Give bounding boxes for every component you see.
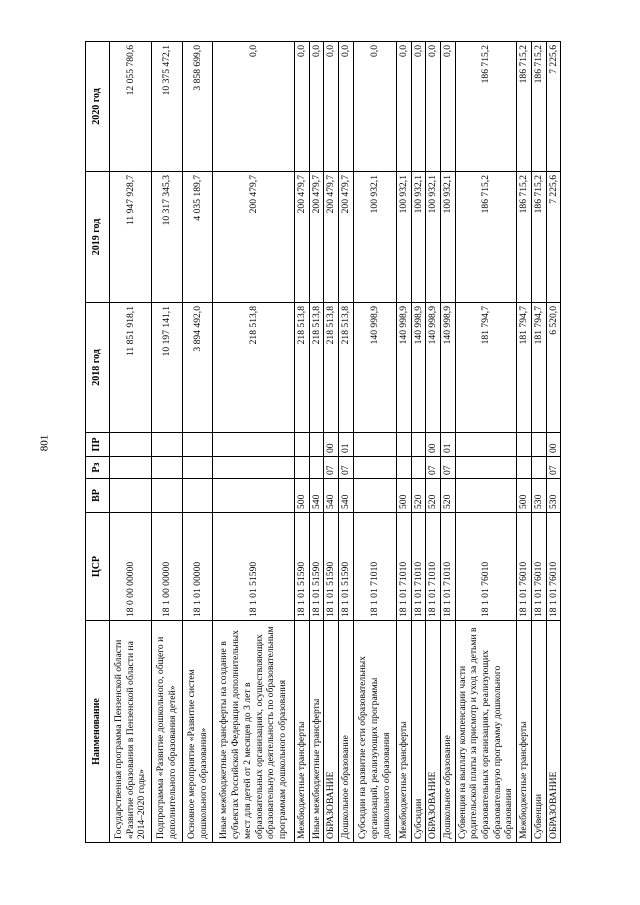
header-2019: 2019 год bbox=[86, 172, 110, 303]
cell-2020: 0,0 bbox=[324, 42, 339, 172]
cell-csr: 18 1 01 76010 bbox=[455, 513, 517, 621]
cell-2019: 200 479,7 bbox=[339, 172, 354, 303]
cell-pr bbox=[411, 433, 426, 457]
cell-2020: 0,0 bbox=[440, 42, 455, 172]
cell-2020: 0,0 bbox=[353, 42, 396, 172]
cell-2020: 0,0 bbox=[396, 42, 411, 172]
cell-pr bbox=[531, 433, 546, 457]
cell-csr: 18 1 01 76010 bbox=[546, 513, 561, 621]
cell-name: ОБРАЗОВАНИЕ bbox=[324, 621, 339, 843]
cell-vr: 500 bbox=[295, 479, 310, 513]
cell-name: Государственная программа Пензенской области «Развитие образования в Пензенской области на 2014–2020 годы» bbox=[110, 621, 152, 843]
table-row bbox=[183, 42, 213, 843]
cell-name: Межбюджетные трансферты bbox=[295, 621, 310, 843]
cell-csr: 18 1 01 51590 bbox=[324, 513, 339, 621]
cell-2018: 218 513,8 bbox=[213, 303, 295, 433]
budget-table bbox=[85, 41, 561, 843]
cell-2020: 0,0 bbox=[213, 42, 295, 172]
header-vr: ВР bbox=[86, 479, 110, 513]
cell-2020: 186 715,2 bbox=[455, 42, 517, 172]
cell-2018: 218 513,8 bbox=[309, 303, 324, 433]
table-row bbox=[110, 42, 152, 843]
cell-name: Иные межбюджетные трансферты bbox=[309, 621, 324, 843]
cell-2019: 11 947 928,7 bbox=[110, 172, 152, 303]
cell-vr: 540 bbox=[309, 479, 324, 513]
cell-pr: 01 bbox=[339, 433, 354, 457]
cell-2020: 0,0 bbox=[411, 42, 426, 172]
cell-pr bbox=[152, 433, 183, 457]
cell-vr: 520 bbox=[440, 479, 455, 513]
cell-2020: 3 858 699,0 bbox=[183, 42, 213, 172]
cell-vr: 540 bbox=[339, 479, 354, 513]
cell-rz: 07 bbox=[339, 457, 354, 479]
cell-2018: 181 794,7 bbox=[531, 303, 546, 433]
cell-2019: 4 035 189,7 bbox=[183, 172, 213, 303]
cell-csr: 18 1 01 71010 bbox=[426, 513, 441, 621]
cell-rz bbox=[183, 457, 213, 479]
cell-name: Межбюджетные трансферты bbox=[517, 621, 532, 843]
cell-2019: 100 932,1 bbox=[353, 172, 396, 303]
cell-name: Межбюджетные трансферты bbox=[396, 621, 411, 843]
cell-2019: 186 715,2 bbox=[455, 172, 517, 303]
cell-2018: 3 894 492,0 bbox=[183, 303, 213, 433]
rotated-table-container bbox=[85, 42, 563, 843]
cell-csr: 18 1 01 51590 bbox=[295, 513, 310, 621]
cell-vr: 520 bbox=[426, 479, 441, 513]
cell-2018: 11 851 918,1 bbox=[110, 303, 152, 433]
table-body bbox=[110, 42, 561, 843]
cell-2019: 100 932,1 bbox=[426, 172, 441, 303]
header-pr: ПР bbox=[86, 433, 110, 457]
cell-vr bbox=[152, 479, 183, 513]
cell-csr: 18 1 00 00000 bbox=[152, 513, 183, 621]
cell-name: ОБРАЗОВАНИЕ bbox=[426, 621, 441, 843]
header-2018: 2018 год bbox=[86, 303, 110, 433]
cell-vr: 500 bbox=[517, 479, 532, 513]
cell-2019: 100 932,1 bbox=[396, 172, 411, 303]
cell-2020: 7 225,6 bbox=[546, 42, 561, 172]
table-row bbox=[152, 42, 183, 843]
cell-name: Дошкольное образование bbox=[440, 621, 455, 843]
cell-vr: 520 bbox=[411, 479, 426, 513]
cell-rz: 07 bbox=[426, 457, 441, 479]
header-rz: Рз bbox=[86, 457, 110, 479]
cell-name: Субсидии bbox=[411, 621, 426, 843]
cell-rz bbox=[411, 457, 426, 479]
cell-vr: 500 bbox=[396, 479, 411, 513]
cell-csr: 18 1 01 76010 bbox=[517, 513, 532, 621]
table-row bbox=[440, 42, 455, 843]
cell-rz: 07 bbox=[324, 457, 339, 479]
cell-pr bbox=[295, 433, 310, 457]
cell-csr: 18 0 00 00000 bbox=[110, 513, 152, 621]
table-row bbox=[396, 42, 411, 843]
cell-pr: 00 bbox=[546, 433, 561, 457]
table-row bbox=[339, 42, 354, 843]
cell-vr bbox=[455, 479, 517, 513]
cell-pr: 00 bbox=[324, 433, 339, 457]
cell-2020: 12 055 780,6 bbox=[110, 42, 152, 172]
cell-2018: 140 998,9 bbox=[396, 303, 411, 433]
cell-name: Подпрограмма «Развитие дошкольного, общего и дополнительного образования детей» bbox=[152, 621, 183, 843]
cell-2019: 100 932,1 bbox=[411, 172, 426, 303]
cell-csr: 18 1 01 51590 bbox=[339, 513, 354, 621]
table-header-row bbox=[86, 42, 110, 843]
cell-rz: 07 bbox=[440, 457, 455, 479]
cell-csr: 18 1 01 71010 bbox=[353, 513, 396, 621]
cell-name: Дошкольное образование bbox=[339, 621, 354, 843]
table-row bbox=[426, 42, 441, 843]
cell-2018: 6 520,0 bbox=[546, 303, 561, 433]
cell-pr bbox=[455, 433, 517, 457]
table-row bbox=[353, 42, 396, 843]
cell-vr: 540 bbox=[324, 479, 339, 513]
table-row bbox=[309, 42, 324, 843]
cell-pr: 01 bbox=[440, 433, 455, 457]
cell-2018: 140 998,9 bbox=[353, 303, 396, 433]
cell-pr bbox=[517, 433, 532, 457]
cell-vr bbox=[353, 479, 396, 513]
header-2020: 2020 год bbox=[86, 42, 110, 172]
cell-name: ОБРАЗОВАНИЕ bbox=[546, 621, 561, 843]
cell-2020: 0,0 bbox=[309, 42, 324, 172]
cell-2019: 10 317 345,3 bbox=[152, 172, 183, 303]
cell-name: Основное мероприятие «Развитие систем дошкольного образования» bbox=[183, 621, 213, 843]
cell-2018: 218 513,8 bbox=[295, 303, 310, 433]
cell-2020: 186 715,2 bbox=[517, 42, 532, 172]
table-row bbox=[295, 42, 310, 843]
cell-rz bbox=[353, 457, 396, 479]
cell-pr bbox=[110, 433, 152, 457]
cell-rz bbox=[152, 457, 183, 479]
table-row bbox=[455, 42, 517, 843]
cell-name: Субсидии на развитие сети образовательных организаций, реализующих программы дошкольного образования bbox=[353, 621, 396, 843]
cell-2018: 218 513,8 bbox=[324, 303, 339, 433]
cell-2018: 10 197 141,1 bbox=[152, 303, 183, 433]
table-row bbox=[411, 42, 426, 843]
cell-vr bbox=[183, 479, 213, 513]
cell-rz bbox=[531, 457, 546, 479]
header-name: Наименование bbox=[86, 621, 110, 843]
cell-name: Иные межбюджетные трансферты на создание в субъектах Российской Федерации дополнительных мест для детей от 2 месяцев до 3 лет в образовательных организациях, осуществляющих образовательную деятельность по образовательным программам дошкольного образования bbox=[213, 621, 295, 843]
cell-vr bbox=[213, 479, 295, 513]
cell-2019: 200 479,7 bbox=[309, 172, 324, 303]
cell-csr: 18 1 01 71010 bbox=[411, 513, 426, 621]
cell-name: Субвенции bbox=[531, 621, 546, 843]
cell-2020: 10 375 472,1 bbox=[152, 42, 183, 172]
cell-2018: 140 998,9 bbox=[411, 303, 426, 433]
cell-csr: 18 1 01 00000 bbox=[183, 513, 213, 621]
cell-2019: 200 479,7 bbox=[295, 172, 310, 303]
page-number: 801 bbox=[38, 434, 51, 452]
cell-rz bbox=[396, 457, 411, 479]
table-row bbox=[546, 42, 561, 843]
table-row bbox=[324, 42, 339, 843]
cell-2020: 186 715,2 bbox=[531, 42, 546, 172]
cell-2019: 7 225,6 bbox=[546, 172, 561, 303]
cell-2020: 0,0 bbox=[339, 42, 354, 172]
cell-2018: 140 998,9 bbox=[426, 303, 441, 433]
cell-csr: 18 1 01 76010 bbox=[531, 513, 546, 621]
cell-2019: 200 479,7 bbox=[213, 172, 295, 303]
table-row bbox=[213, 42, 295, 843]
cell-rz bbox=[295, 457, 310, 479]
cell-pr bbox=[213, 433, 295, 457]
cell-csr: 18 1 01 51590 bbox=[213, 513, 295, 621]
table-row bbox=[531, 42, 546, 843]
cell-pr bbox=[183, 433, 213, 457]
cell-pr: 00 bbox=[426, 433, 441, 457]
cell-vr: 530 bbox=[546, 479, 561, 513]
cell-rz bbox=[213, 457, 295, 479]
cell-pr bbox=[396, 433, 411, 457]
cell-2018: 181 794,7 bbox=[517, 303, 532, 433]
cell-pr bbox=[309, 433, 324, 457]
cell-2018: 181 794,7 bbox=[455, 303, 517, 433]
cell-2019: 186 715,2 bbox=[517, 172, 532, 303]
cell-rz: 07 bbox=[546, 457, 561, 479]
table-row bbox=[517, 42, 532, 843]
cell-2018: 140 998,9 bbox=[440, 303, 455, 433]
cell-vr bbox=[110, 479, 152, 513]
cell-csr: 18 1 01 51590 bbox=[309, 513, 324, 621]
cell-csr: 18 1 01 71010 bbox=[396, 513, 411, 621]
cell-vr: 530 bbox=[531, 479, 546, 513]
cell-csr: 18 1 01 71010 bbox=[440, 513, 455, 621]
cell-2019: 100 932,1 bbox=[440, 172, 455, 303]
cell-2018: 218 513,8 bbox=[339, 303, 354, 433]
header-csr: ЦСР bbox=[86, 513, 110, 621]
cell-2020: 0,0 bbox=[295, 42, 310, 172]
cell-pr bbox=[353, 433, 396, 457]
cell-name: Субвенция на выплату компенсации части родительской платы за присмотр и уход за детьми в образовательных организациях, реализующих образовательную программу дошкольного образования bbox=[455, 621, 517, 843]
cell-2020: 0,0 bbox=[426, 42, 441, 172]
cell-rz bbox=[110, 457, 152, 479]
cell-2019: 186 715,2 bbox=[531, 172, 546, 303]
cell-rz bbox=[517, 457, 532, 479]
cell-rz bbox=[309, 457, 324, 479]
cell-rz bbox=[455, 457, 517, 479]
cell-2019: 200 479,7 bbox=[324, 172, 339, 303]
